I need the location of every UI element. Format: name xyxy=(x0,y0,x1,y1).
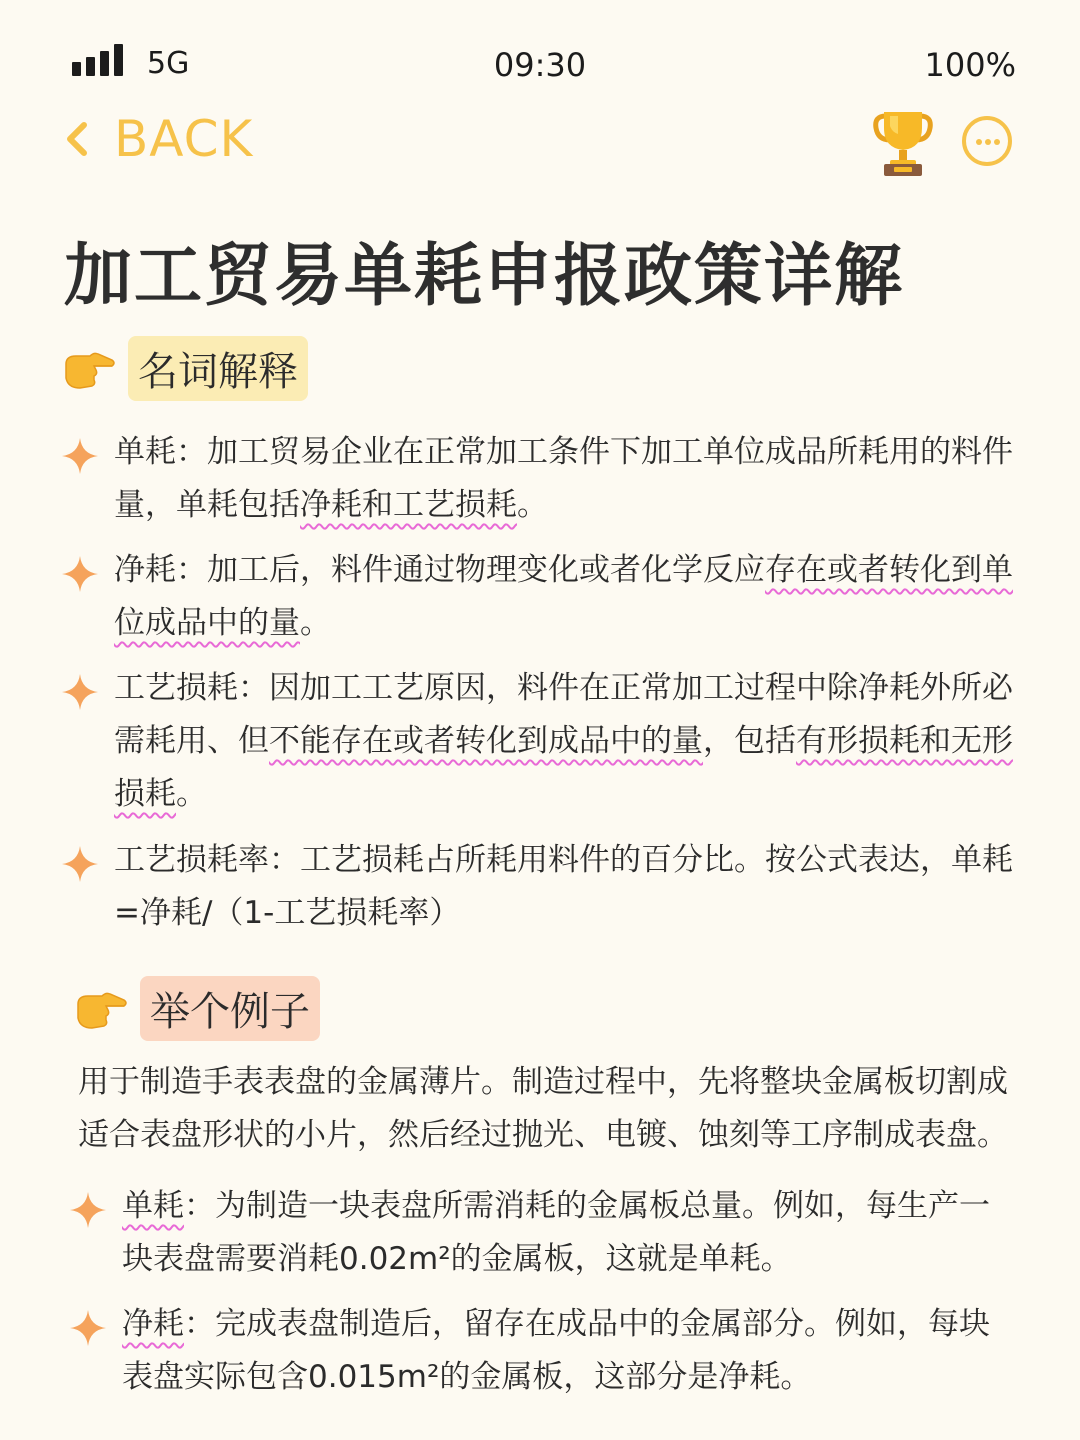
highlighted-text: 有形损耗和无形损耗 xyxy=(114,723,1013,812)
list-item xyxy=(60,544,1020,650)
item-text: 净耗：加工后，料件通过物理变化或者化学反应 xyxy=(114,552,765,588)
item-text: 。 xyxy=(517,487,548,523)
highlighted-text: 净耗和工艺损耗 xyxy=(300,487,517,523)
sparkle-icon xyxy=(60,672,100,712)
trophy-icon[interactable] xyxy=(872,108,934,178)
list-item xyxy=(68,1180,1008,1286)
section-header-terms xyxy=(60,336,308,401)
highlighted-text: 存在或者转化到单位成品中的量 xyxy=(114,552,1013,641)
back-label: BACK xyxy=(114,110,254,168)
list-item xyxy=(68,1298,1008,1404)
pointing-hand-icon xyxy=(60,346,116,392)
pointing-hand-icon xyxy=(72,986,128,1032)
sparkle-icon xyxy=(60,844,100,884)
highlighted-text: 净耗 xyxy=(122,1306,184,1342)
section-label: 举个例子 xyxy=(140,976,320,1041)
sparkle-icon xyxy=(60,436,100,476)
chevron-left-icon xyxy=(62,119,92,159)
more-options-button[interactable] xyxy=(962,116,1012,166)
sparkle-icon xyxy=(68,1190,108,1230)
item-text: ，包括 xyxy=(703,723,796,759)
item-text: 。 xyxy=(300,605,331,641)
highlighted-text: 单耗 xyxy=(122,1188,184,1224)
item-text: ：为制造一块表盘所需消耗的金属板总量。例如，每生产一块表盘需要消耗0.02m²的金属板，这就是单耗。 xyxy=(122,1188,990,1277)
nav-bar xyxy=(0,108,1080,178)
item-text: 工艺损耗率：工艺损耗占所耗用料件的百分比。按公式表达，单耗=净耗/（1-工艺损耗率） xyxy=(114,842,1013,931)
sparkle-icon xyxy=(68,1308,108,1348)
highlighted-text: 不能存在或者转化到成品中的量 xyxy=(269,723,703,759)
item-text: ：完成表盘制造后，留存在成品中的金属部分。例如，每块表盘实际包含0.015m²的金属板，这部分是净耗。 xyxy=(122,1306,990,1395)
status-bar xyxy=(0,38,1080,92)
battery-level: 100% xyxy=(924,46,1016,84)
list-item xyxy=(60,834,1020,940)
page-title: 加工贸易单耗申报政策详解 xyxy=(64,237,905,316)
example-paragraph: 用于制造手表表盘的金属薄片。制造过程中，先将整块金属板切割成适合表盘形状的小片，然后经过抛光、电镀、蚀刻等工序制成表盘。 xyxy=(78,1064,1008,1153)
item-text: 。 xyxy=(176,776,207,812)
network-type: 5G xyxy=(147,46,190,81)
list-item xyxy=(60,662,1020,821)
section-label: 名词解释 xyxy=(128,336,308,401)
section-header-example xyxy=(72,976,320,1041)
sparkle-icon xyxy=(60,554,100,594)
list-item xyxy=(60,426,1020,532)
clock: 09:30 xyxy=(493,46,587,84)
item-text: 工艺损耗：因加工工艺原因，料件在正常加工过程中除净耗外所必需耗用、但 xyxy=(114,670,1013,759)
back-button[interactable] xyxy=(62,110,253,168)
item-text: 单耗：加工贸易企业在正常加工条件下加工单位成品所耗用的料件量，单耗包括 xyxy=(114,434,1013,523)
